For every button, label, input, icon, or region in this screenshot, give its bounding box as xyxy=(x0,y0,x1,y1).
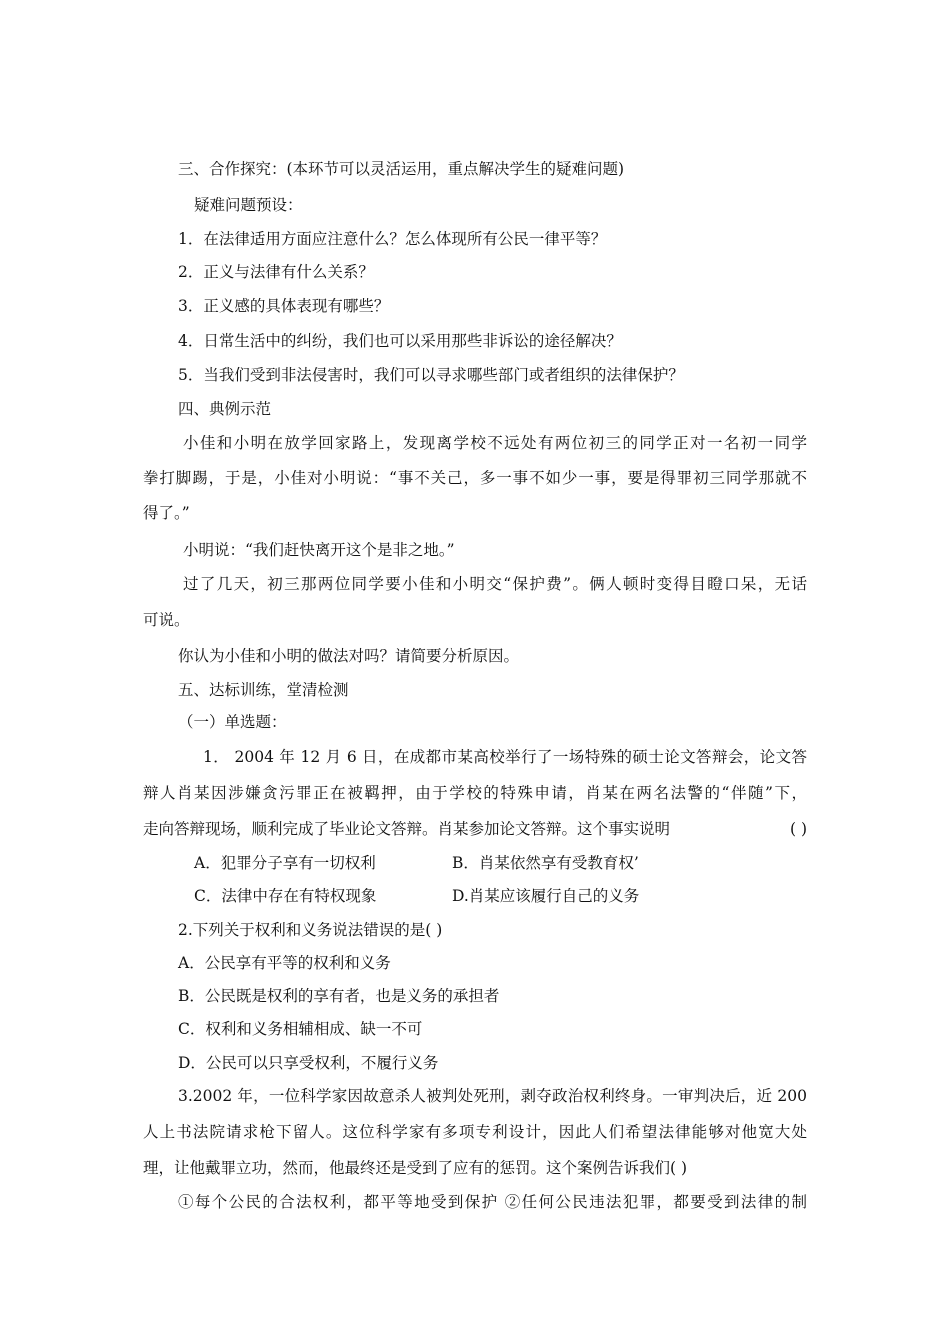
section5-heading: 五、达标训练，堂清检测 xyxy=(178,681,349,699)
question-3-line: ①每个公民的合法权利，都平等地受到保护 ②任何公民违法犯罪，都要受到法律的制 xyxy=(178,1193,807,1211)
case-question: 你认为小佳和小明的做法对吗？请简要分析原因。 xyxy=(178,647,520,665)
option-c: C．法律中存在有特权现象 xyxy=(194,887,377,905)
question-1-line-last xyxy=(143,819,807,839)
answer-blank: ( ) xyxy=(789,820,807,838)
option-a: A．公民享有平等的权利和义务 xyxy=(178,954,391,972)
list-item: 5．当我们受到非法侵害时，我们可以寻求哪些部门或者组织的法律保护？ xyxy=(178,366,684,384)
list-item: 4．日常生活中的纠纷，我们也可以采用那些非诉讼的途径解决？ xyxy=(178,332,622,350)
question-1-line: 1． 2004 年 12 月 6 日，在成都市某高校举行了一场特殊的硕士论文答辩会，论文答 xyxy=(203,748,807,766)
case-paragraph-line: 拳打脚踢，于是，小佳对小明说：“事不关己，多一事不如少一事，要是得罪初三同学那就不 xyxy=(143,469,807,487)
question-3-line: 理，让他戴罪立功，然而，他最终还是受到了应有的惩罚。这个案例告诉我们( ) xyxy=(143,1159,688,1177)
list-item: 2．正义与法律有什么关系？ xyxy=(178,263,374,281)
question-1-line: 辩人肖某因涉嫌贪污罪正在被羁押，由于学校的特殊申请，肖某在两名法警的“伴随”下， xyxy=(143,784,807,802)
section3-heading: 三、合作探究：(本环节可以灵活运用，重点解决学生的疑难问题) xyxy=(178,160,625,178)
option-d: D.肖某应该履行自己的义务 xyxy=(452,887,640,905)
section5-subheading: （一）单选题： xyxy=(178,713,287,731)
question-3-line: 人上书法院请求枪下留人。这位科学家有多项专利设计，因此人们希望法律能够对他宽大处 xyxy=(143,1123,807,1141)
case-dialogue: 小明说：“我们赶快离开这个是非之地。” xyxy=(183,541,455,559)
option-b: B．肖某依然享有受教育权’ xyxy=(452,854,639,872)
section3-subheading: 疑难问题预设： xyxy=(194,196,303,214)
list-item: 3．正义感的具体表现有哪些？ xyxy=(178,297,390,315)
option-a: A．犯罪分子享有一切权利 xyxy=(194,854,376,872)
section4-heading: 四、典例示范 xyxy=(178,400,272,418)
question-1-text: 走向答辩现场，顺利完成了毕业论文答辩。肖某参加论文答辩。这个事实说明 xyxy=(143,820,671,838)
option-d: D．公民可以只享受权利，不履行义务 xyxy=(178,1054,439,1072)
question-3-line: 3.2002 年，一位科学家因故意杀人被判处死刑，剥夺政治权利终身。一审判决后，近 200 xyxy=(178,1087,807,1105)
case-paragraph-line: 小佳和小明在放学回家路上，发现离学校不远处有两位初三的同学正对一名初一同学 xyxy=(183,434,807,452)
list-item: 1．在法律适用方面应注意什么？怎么体现所有公民一律平等？ xyxy=(178,230,607,248)
case-paragraph-line: 得了。” xyxy=(143,504,190,522)
case-paragraph-line: 过了几天，初三那两位同学要小佳和小明交“保护费”。俩人顿时变得目瞪口呆，无话 xyxy=(183,575,807,593)
question-2-stem: 2.下列关于权利和义务说法错误的是( ) xyxy=(178,921,443,939)
option-c: C．权利和义务相辅相成、缺一不可 xyxy=(178,1020,423,1038)
option-b: B．公民既是权利的享有者，也是义务的承担者 xyxy=(178,987,500,1005)
case-paragraph-line: 可说。 xyxy=(143,611,190,629)
